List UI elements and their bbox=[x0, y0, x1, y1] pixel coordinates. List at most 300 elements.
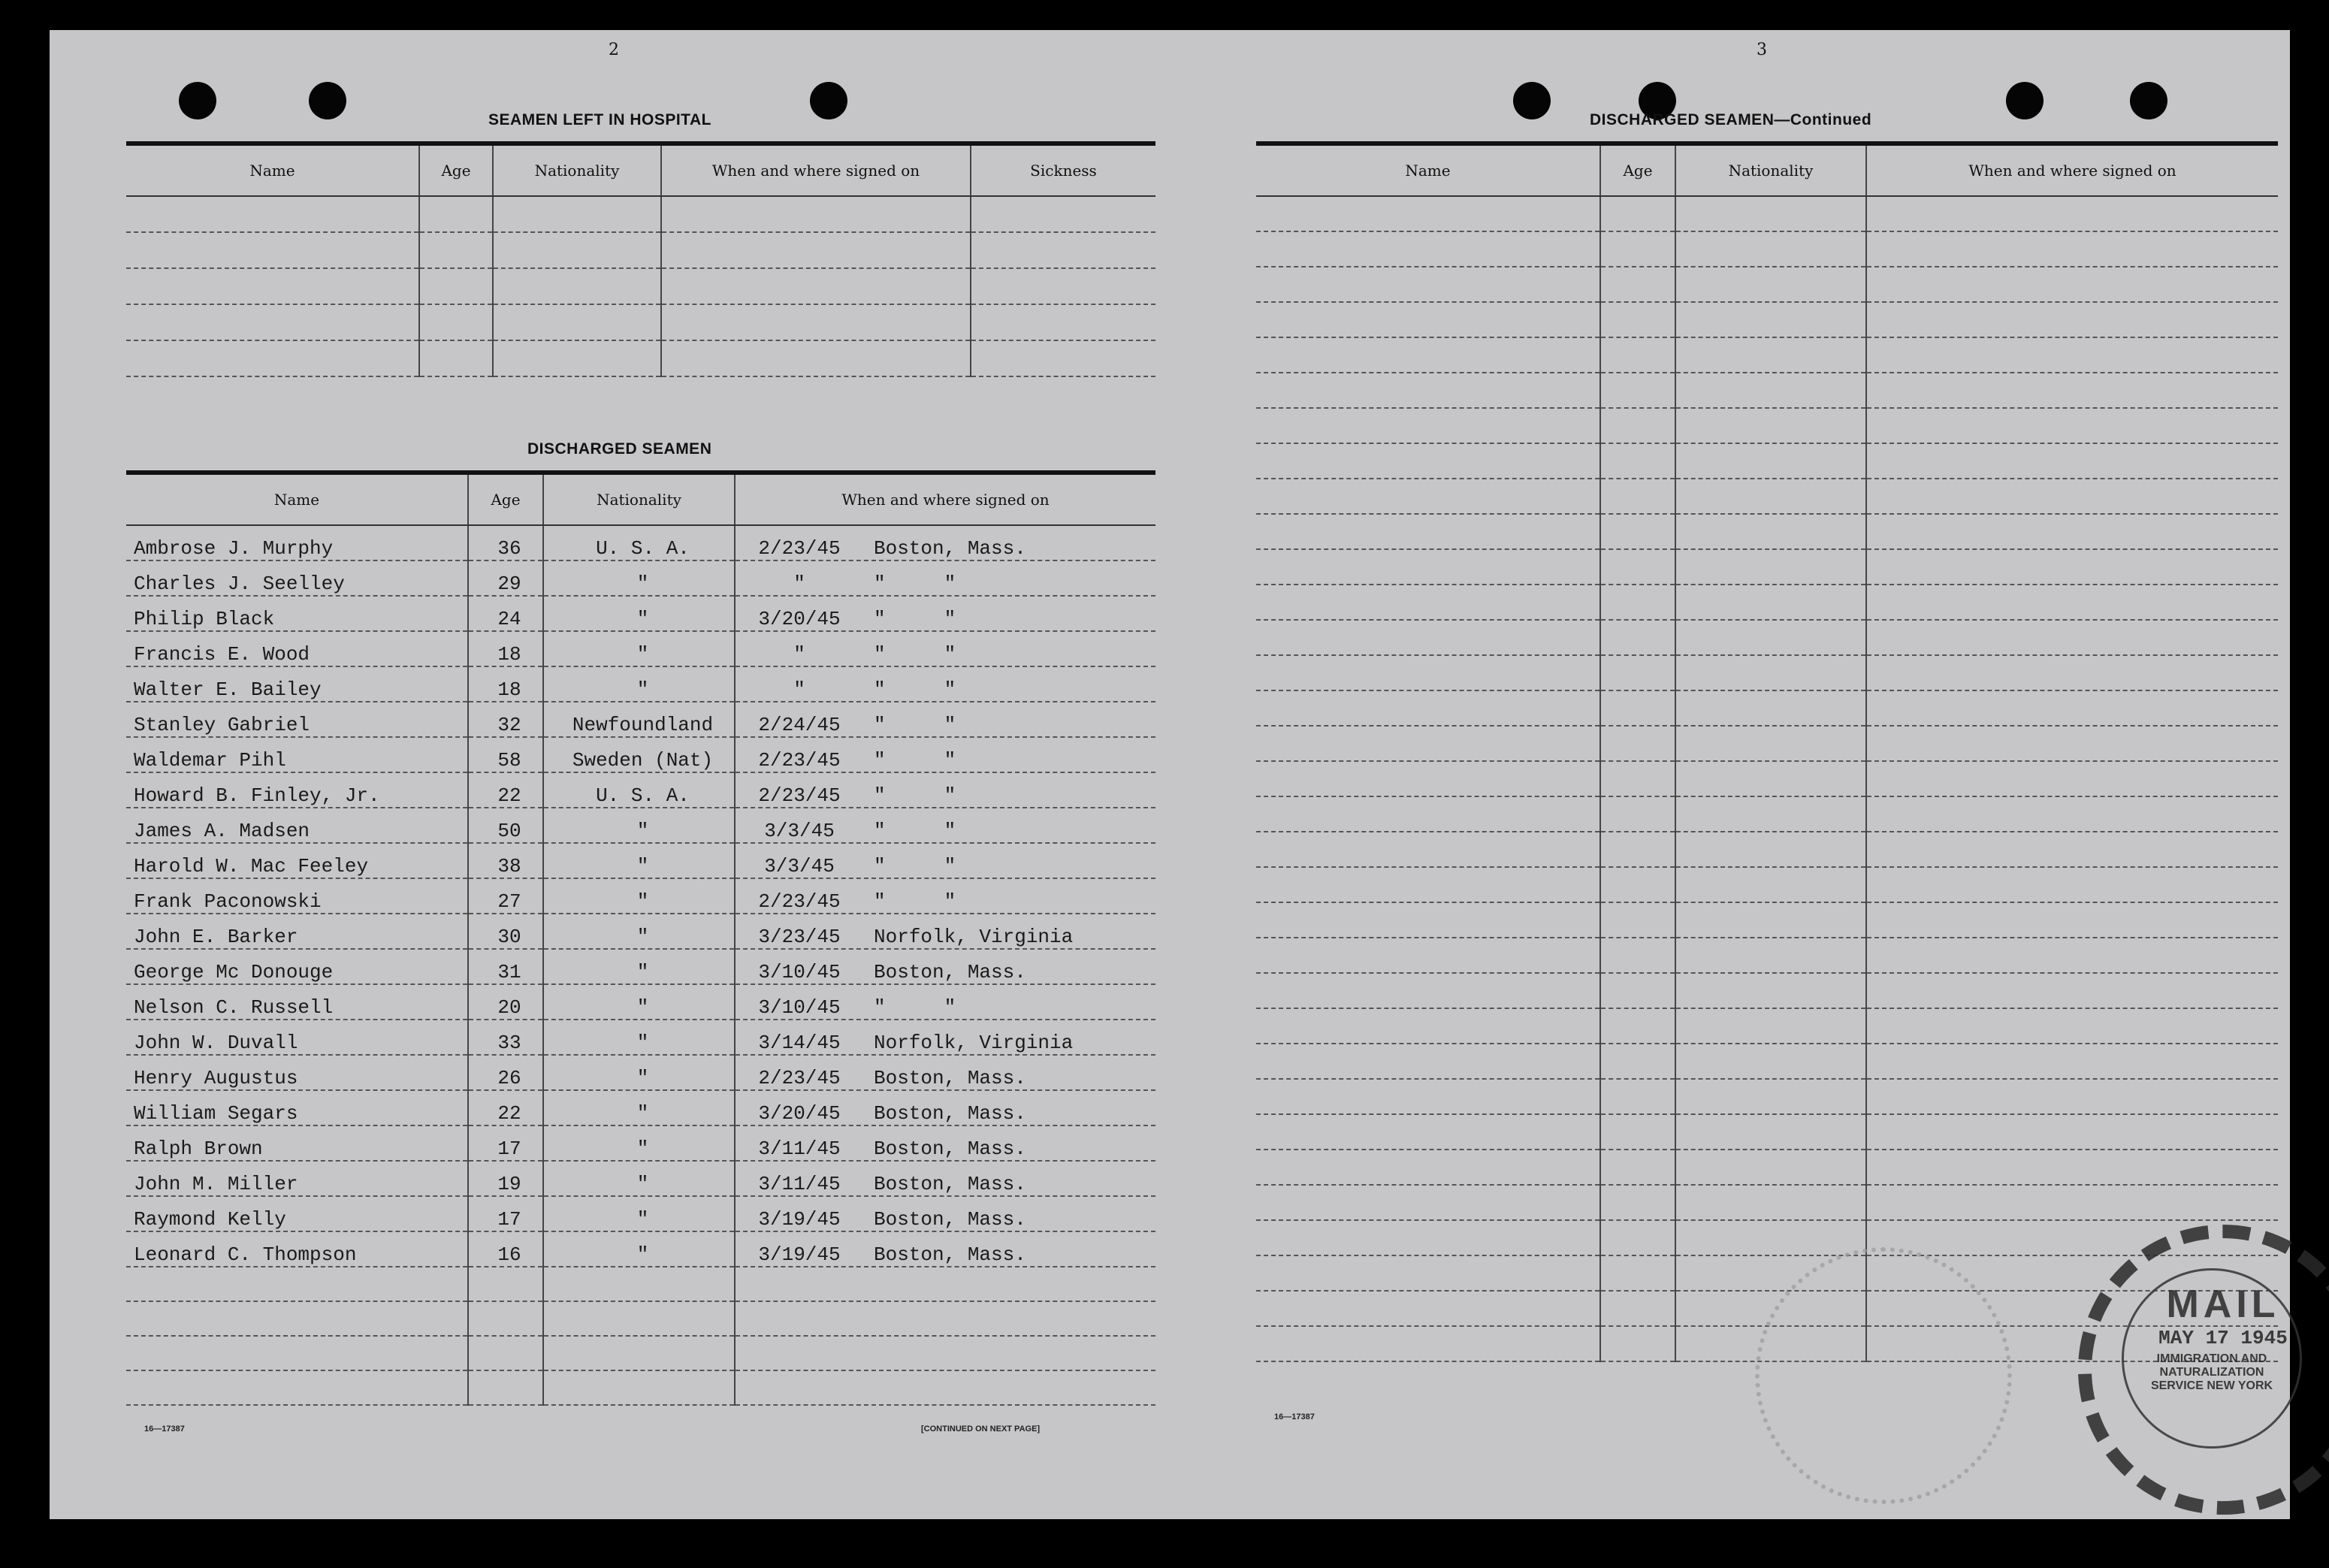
signed-on-place: " " bbox=[874, 643, 956, 666]
empty-cell bbox=[1866, 973, 2278, 1008]
empty-cell bbox=[1600, 231, 1675, 267]
signed-on-date: 3/20/45 bbox=[758, 608, 841, 630]
signed-on-place: " " bbox=[874, 890, 956, 913]
empty-cell bbox=[1600, 585, 1675, 620]
table-row bbox=[126, 808, 1155, 843]
empty-cell bbox=[1256, 408, 1600, 443]
empty-cell bbox=[1256, 1114, 1600, 1150]
empty-cell bbox=[1256, 1079, 1600, 1114]
seaman-age: 27 bbox=[468, 878, 543, 914]
empty-cell bbox=[1600, 867, 1675, 902]
seaman-nationality: " bbox=[543, 984, 735, 1020]
seaman-age: 30 bbox=[468, 914, 543, 949]
column-header-nationality: Nationality bbox=[543, 473, 735, 525]
signed-on-date: 3/20/45 bbox=[758, 1102, 841, 1125]
seaman-name: James A. Madsen bbox=[126, 808, 468, 843]
empty-cell bbox=[1866, 549, 2278, 585]
signed-on bbox=[735, 1161, 1155, 1196]
seaman-name: John M. Miller bbox=[126, 1161, 468, 1196]
empty-cell bbox=[1675, 1185, 1866, 1220]
empty-cell bbox=[1600, 655, 1675, 690]
signed-on bbox=[735, 1020, 1155, 1055]
empty-cell bbox=[1866, 1114, 2278, 1150]
seaman-nationality: " bbox=[543, 1125, 735, 1161]
table-row bbox=[126, 949, 1155, 984]
signed-on-place: Boston, Mass. bbox=[874, 1067, 1026, 1089]
discharged-section-title: DISCHARGED SEAMEN bbox=[527, 440, 712, 458]
table-row bbox=[126, 1370, 1155, 1405]
empty-cell bbox=[1675, 796, 1866, 832]
empty-cell bbox=[1675, 938, 1866, 973]
empty-cell bbox=[543, 1267, 735, 1301]
empty-cell bbox=[1600, 479, 1675, 514]
seaman-age: 33 bbox=[468, 1020, 543, 1055]
seaman-name: Philip Black bbox=[126, 596, 468, 631]
signed-on bbox=[735, 772, 1155, 808]
signed-on-place: " " bbox=[874, 996, 956, 1019]
table-row bbox=[1256, 1185, 2278, 1220]
table-row bbox=[1256, 267, 2278, 302]
seaman-name: Waldemar Pihl bbox=[126, 737, 468, 772]
signed-on-place: " " bbox=[874, 608, 956, 630]
empty-cell bbox=[1866, 1150, 2278, 1185]
table-row bbox=[1256, 726, 2278, 761]
empty-cell bbox=[1600, 1255, 1675, 1291]
seaman-age: 17 bbox=[468, 1196, 543, 1231]
table-row bbox=[1256, 832, 2278, 867]
empty-cell bbox=[543, 1336, 735, 1370]
left-form-number: 16—17387 bbox=[144, 1424, 185, 1434]
empty-cell bbox=[1600, 761, 1675, 796]
empty-cell bbox=[1866, 655, 2278, 690]
signed-on-date: 3/3/45 bbox=[764, 855, 835, 878]
empty-cell bbox=[1256, 373, 1600, 408]
seaman-age: 29 bbox=[468, 560, 543, 596]
empty-cell bbox=[543, 1301, 735, 1336]
column-header-sickness: Sickness bbox=[971, 144, 1155, 196]
empty-cell bbox=[1675, 337, 1866, 373]
seaman-age: 50 bbox=[468, 808, 543, 843]
signed-on bbox=[735, 560, 1155, 596]
empty-cell bbox=[1256, 1255, 1600, 1291]
empty-cell bbox=[1866, 514, 2278, 549]
empty-cell bbox=[1600, 938, 1675, 973]
empty-cell bbox=[735, 1336, 1155, 1370]
seaman-nationality: " bbox=[543, 631, 735, 666]
empty-cell bbox=[1600, 1008, 1675, 1044]
table-row bbox=[1256, 1079, 2278, 1114]
seaman-name: Harold W. Mac Feeley bbox=[126, 843, 468, 878]
empty-cell bbox=[1675, 973, 1866, 1008]
table-row bbox=[1256, 938, 2278, 973]
empty-cell bbox=[1256, 549, 1600, 585]
table-row bbox=[126, 1055, 1155, 1090]
table-row bbox=[1256, 973, 2278, 1008]
empty-cell bbox=[1600, 302, 1675, 337]
signed-on bbox=[735, 1125, 1155, 1161]
empty-cell bbox=[1600, 443, 1675, 479]
table-row bbox=[126, 196, 1155, 232]
empty-cell bbox=[1256, 585, 1600, 620]
empty-cell bbox=[1675, 514, 1866, 549]
signed-on bbox=[735, 596, 1155, 631]
empty-cell bbox=[1600, 726, 1675, 761]
empty-cell bbox=[1675, 443, 1866, 479]
empty-cell bbox=[1256, 1150, 1600, 1185]
seaman-nationality: " bbox=[543, 1231, 735, 1267]
signed-on-date: " bbox=[793, 573, 805, 595]
table-row bbox=[1256, 1150, 2278, 1185]
empty-cell bbox=[1256, 231, 1600, 267]
signed-on-place: " " bbox=[874, 678, 956, 701]
seaman-age: 38 bbox=[468, 843, 543, 878]
signed-on-place: Norfolk, Virginia bbox=[874, 926, 1074, 948]
empty-cell bbox=[1600, 196, 1675, 231]
seaman-name: Nelson C. Russell bbox=[126, 984, 468, 1020]
seaman-age: 18 bbox=[468, 631, 543, 666]
empty-cell bbox=[1256, 479, 1600, 514]
empty-cell bbox=[1866, 585, 2278, 620]
seaman-age: 22 bbox=[468, 772, 543, 808]
table-row bbox=[1256, 761, 2278, 796]
signed-on-place: " " bbox=[874, 855, 956, 878]
seaman-name: John W. Duvall bbox=[126, 1020, 468, 1055]
empty-cell bbox=[1675, 196, 1866, 231]
table-row bbox=[126, 1336, 1155, 1370]
seaman-age: 31 bbox=[468, 949, 543, 984]
empty-cell bbox=[1866, 443, 2278, 479]
empty-cell bbox=[1866, 479, 2278, 514]
seaman-age: 32 bbox=[468, 702, 543, 737]
empty-cell bbox=[126, 1370, 468, 1405]
empty-cell bbox=[1866, 337, 2278, 373]
seaman-age: 17 bbox=[468, 1125, 543, 1161]
empty-cell bbox=[1256, 867, 1600, 902]
column-header-nationality: Nationality bbox=[493, 144, 661, 196]
table-row bbox=[126, 1161, 1155, 1196]
empty-cell bbox=[1256, 267, 1600, 302]
table-row bbox=[1256, 549, 2278, 585]
signed-on bbox=[735, 949, 1155, 984]
empty-cell bbox=[1866, 690, 2278, 726]
empty-cell bbox=[1675, 1220, 1866, 1255]
empty-cell bbox=[1866, 1008, 2278, 1044]
empty-cell bbox=[1600, 373, 1675, 408]
punch-hole bbox=[179, 82, 216, 119]
seaman-nationality: U. S. A. bbox=[543, 772, 735, 808]
table-row bbox=[1256, 655, 2278, 690]
signed-on bbox=[735, 1231, 1155, 1267]
empty-cell bbox=[1866, 196, 2278, 231]
empty-cell bbox=[1600, 1220, 1675, 1255]
signed-on-place: " " bbox=[874, 820, 956, 842]
empty-cell bbox=[1675, 373, 1866, 408]
empty-cell bbox=[1256, 1008, 1600, 1044]
empty-cell bbox=[126, 1267, 468, 1301]
empty-cell bbox=[1256, 196, 1600, 231]
seaman-nationality: " bbox=[543, 914, 735, 949]
seaman-name: Raymond Kelly bbox=[126, 1196, 468, 1231]
table-row bbox=[126, 1125, 1155, 1161]
empty-cell bbox=[126, 1336, 468, 1370]
signed-on-place: Boston, Mass. bbox=[874, 1137, 1026, 1160]
empty-cell bbox=[1600, 1326, 1675, 1361]
signed-on bbox=[735, 702, 1155, 737]
empty-cell bbox=[1256, 690, 1600, 726]
empty-cell bbox=[1256, 302, 1600, 337]
seaman-age: 19 bbox=[468, 1161, 543, 1196]
column-header-nationality: Nationality bbox=[1675, 144, 1866, 196]
seaman-nationality: " bbox=[543, 1090, 735, 1125]
seaman-nationality: " bbox=[543, 843, 735, 878]
right-form-number: 16—17387 bbox=[1274, 1412, 1315, 1421]
table-row bbox=[1256, 443, 2278, 479]
empty-cell bbox=[1600, 620, 1675, 655]
seaman-age: 58 bbox=[468, 737, 543, 772]
empty-cell bbox=[1256, 514, 1600, 549]
signed-on-date: 3/10/45 bbox=[758, 996, 841, 1019]
stamp-mail-text: MAIL bbox=[2166, 1282, 2280, 1326]
table-row bbox=[1256, 1044, 2278, 1079]
seaman-nationality: " bbox=[543, 666, 735, 702]
signed-on-date: 2/23/45 bbox=[758, 890, 841, 913]
seaman-nationality: Sweden (Nat) bbox=[543, 737, 735, 772]
seaman-name: Charles J. Seelley bbox=[126, 560, 468, 596]
punch-hole bbox=[810, 82, 847, 119]
signed-on bbox=[735, 984, 1155, 1020]
empty-cell bbox=[1256, 973, 1600, 1008]
empty-cell bbox=[1866, 231, 2278, 267]
table-row bbox=[126, 525, 1155, 560]
column-header-name: Name bbox=[126, 144, 419, 196]
seaman-age: 24 bbox=[468, 596, 543, 631]
table-row bbox=[126, 268, 1155, 304]
empty-cell bbox=[1256, 1326, 1600, 1361]
empty-cell bbox=[1866, 726, 2278, 761]
seaman-nationality: " bbox=[543, 1196, 735, 1231]
continued-section-title: DISCHARGED SEAMEN—Continued bbox=[1590, 111, 1872, 128]
table-row bbox=[1256, 796, 2278, 832]
continued-note: [CONTINUED ON NEXT PAGE] bbox=[921, 1424, 1041, 1434]
empty-cell bbox=[1256, 443, 1600, 479]
table-row bbox=[1256, 479, 2278, 514]
signed-on-place: " " bbox=[874, 784, 956, 807]
table-row bbox=[1256, 302, 2278, 337]
column-header-age: Age bbox=[1600, 144, 1675, 196]
empty-cell bbox=[1600, 1114, 1675, 1150]
signed-on-place: Boston, Mass. bbox=[874, 1173, 1026, 1195]
table-row bbox=[1256, 1220, 2278, 1255]
seaman-age: 20 bbox=[468, 984, 543, 1020]
table-row bbox=[126, 1090, 1155, 1125]
empty-cell bbox=[1256, 620, 1600, 655]
empty-cell bbox=[1675, 655, 1866, 690]
empty-cell bbox=[1866, 267, 2278, 302]
table-row bbox=[126, 737, 1155, 772]
table-row bbox=[126, 596, 1155, 631]
seaman-nationality: " bbox=[543, 1020, 735, 1055]
column-header-signed-on: When and where signed on bbox=[1866, 144, 2278, 196]
empty-cell bbox=[1866, 373, 2278, 408]
empty-cell bbox=[1675, 479, 1866, 514]
empty-cell bbox=[1675, 761, 1866, 796]
signed-on bbox=[735, 914, 1155, 949]
discharged-table bbox=[126, 470, 1155, 1406]
column-header-signed-on: When and where signed on bbox=[735, 473, 1155, 525]
empty-cell bbox=[1256, 655, 1600, 690]
table-row bbox=[126, 1301, 1155, 1336]
seaman-nationality: " bbox=[543, 949, 735, 984]
signed-on bbox=[735, 631, 1155, 666]
table-row bbox=[126, 878, 1155, 914]
table-row bbox=[1256, 902, 2278, 938]
empty-cell bbox=[1256, 726, 1600, 761]
stamp-date: MAY 17 1945 bbox=[2158, 1327, 2288, 1349]
empty-cell bbox=[735, 1267, 1155, 1301]
empty-cell bbox=[126, 1301, 468, 1336]
empty-cell bbox=[1256, 1220, 1600, 1255]
table-row bbox=[126, 914, 1155, 949]
hospital-section-title: SEAMEN LEFT IN HOSPITAL bbox=[488, 111, 711, 128]
empty-cell bbox=[1600, 408, 1675, 443]
seaman-nationality: " bbox=[543, 1055, 735, 1090]
signed-on-date: 3/14/45 bbox=[758, 1032, 841, 1054]
empty-cell bbox=[1866, 832, 2278, 867]
punch-hole bbox=[1513, 82, 1551, 119]
empty-cell bbox=[1256, 1044, 1600, 1079]
empty-cell bbox=[1600, 973, 1675, 1008]
table-row bbox=[1256, 231, 2278, 267]
empty-cell bbox=[1866, 408, 2278, 443]
empty-cell bbox=[735, 1301, 1155, 1336]
empty-cell bbox=[1675, 231, 1866, 267]
punch-hole bbox=[2006, 82, 2044, 119]
table-row bbox=[126, 1267, 1155, 1301]
empty-cell bbox=[1600, 549, 1675, 585]
signed-on-date: 3/19/45 bbox=[758, 1243, 841, 1266]
empty-cell bbox=[1600, 832, 1675, 867]
empty-cell bbox=[1866, 620, 2278, 655]
signed-on-place: Boston, Mass. bbox=[874, 537, 1026, 560]
empty-cell bbox=[1600, 267, 1675, 302]
seaman-nationality: " bbox=[543, 1161, 735, 1196]
empty-cell bbox=[1866, 938, 2278, 973]
seaman-name: Ambrose J. Murphy bbox=[126, 525, 468, 560]
seaman-name: Ralph Brown bbox=[126, 1125, 468, 1161]
left-page-number: 2 bbox=[609, 41, 619, 59]
table-row bbox=[126, 560, 1155, 596]
signed-on bbox=[735, 1055, 1155, 1090]
faded-postmark bbox=[1755, 1247, 2012, 1504]
empty-cell bbox=[1675, 690, 1866, 726]
empty-cell bbox=[1675, 549, 1866, 585]
empty-cell bbox=[1866, 1044, 2278, 1079]
table-row bbox=[1256, 408, 2278, 443]
empty-cell bbox=[1256, 938, 1600, 973]
empty-cell bbox=[468, 1370, 543, 1405]
stamp-agency: IMMIGRATION AND NATURALIZATION SERVICE NEW YORK bbox=[2150, 1352, 2273, 1392]
signed-on-date: 3/19/45 bbox=[758, 1208, 841, 1231]
seaman-name: Stanley Gabriel bbox=[126, 702, 468, 737]
signed-on-place: " " bbox=[874, 749, 956, 772]
signed-on bbox=[735, 1090, 1155, 1125]
empty-cell bbox=[1675, 832, 1866, 867]
table-row bbox=[1256, 585, 2278, 620]
punch-hole bbox=[309, 82, 346, 119]
signed-on-place: " " bbox=[874, 714, 956, 736]
seaman-name: William Segars bbox=[126, 1090, 468, 1125]
empty-cell bbox=[1600, 902, 1675, 938]
signed-on-date: 3/11/45 bbox=[758, 1137, 841, 1160]
signed-on-place: Boston, Mass. bbox=[874, 1243, 1026, 1266]
column-header-age: Age bbox=[468, 473, 543, 525]
signed-on bbox=[735, 878, 1155, 914]
seaman-nationality: " bbox=[543, 596, 735, 631]
empty-cell bbox=[1600, 337, 1675, 373]
seaman-nationality: U. S. A. bbox=[543, 525, 735, 560]
seaman-name: Francis E. Wood bbox=[126, 631, 468, 666]
seaman-age: 36 bbox=[468, 525, 543, 560]
empty-cell bbox=[1675, 1079, 1866, 1114]
table-row bbox=[1256, 373, 2278, 408]
empty-cell bbox=[468, 1301, 543, 1336]
table-row bbox=[1256, 867, 2278, 902]
signed-on-place: Boston, Mass. bbox=[874, 1102, 1026, 1125]
signed-on-date: 3/23/45 bbox=[758, 926, 841, 948]
table-row bbox=[1256, 620, 2278, 655]
seaman-age: 18 bbox=[468, 666, 543, 702]
empty-cell bbox=[1600, 1079, 1675, 1114]
empty-cell bbox=[543, 1370, 735, 1405]
signed-on bbox=[735, 666, 1155, 702]
empty-cell bbox=[1866, 1185, 2278, 1220]
empty-cell bbox=[1675, 726, 1866, 761]
table-row bbox=[1256, 514, 2278, 549]
empty-cell bbox=[1600, 1044, 1675, 1079]
signed-on bbox=[735, 808, 1155, 843]
empty-cell bbox=[1600, 690, 1675, 726]
signed-on-date: 2/23/45 bbox=[758, 537, 841, 560]
seaman-age: 26 bbox=[468, 1055, 543, 1090]
signed-on-date: 2/23/45 bbox=[758, 784, 841, 807]
seaman-name: John E. Barker bbox=[126, 914, 468, 949]
seaman-name: Henry Augustus bbox=[126, 1055, 468, 1090]
table-row bbox=[126, 843, 1155, 878]
empty-cell bbox=[1675, 408, 1866, 443]
empty-cell bbox=[1675, 302, 1866, 337]
seaman-nationality: Newfoundland bbox=[543, 702, 735, 737]
signed-on bbox=[735, 1196, 1155, 1231]
signed-on-date: " bbox=[793, 678, 805, 701]
empty-cell bbox=[1256, 1291, 1600, 1326]
empty-cell bbox=[1675, 1008, 1866, 1044]
column-header-name: Name bbox=[1256, 144, 1600, 196]
signed-on bbox=[735, 737, 1155, 772]
empty-cell bbox=[1256, 1185, 1600, 1220]
empty-cell bbox=[1256, 761, 1600, 796]
empty-cell bbox=[1866, 867, 2278, 902]
table-row bbox=[126, 1020, 1155, 1055]
signed-on-date: 3/3/45 bbox=[764, 820, 835, 842]
seaman-age: 16 bbox=[468, 1231, 543, 1267]
empty-cell bbox=[1675, 902, 1866, 938]
hospital-table bbox=[126, 141, 1155, 377]
empty-cell bbox=[1675, 620, 1866, 655]
empty-cell bbox=[1256, 902, 1600, 938]
table-row bbox=[126, 772, 1155, 808]
table-row bbox=[1256, 337, 2278, 373]
empty-cell bbox=[1600, 1291, 1675, 1326]
